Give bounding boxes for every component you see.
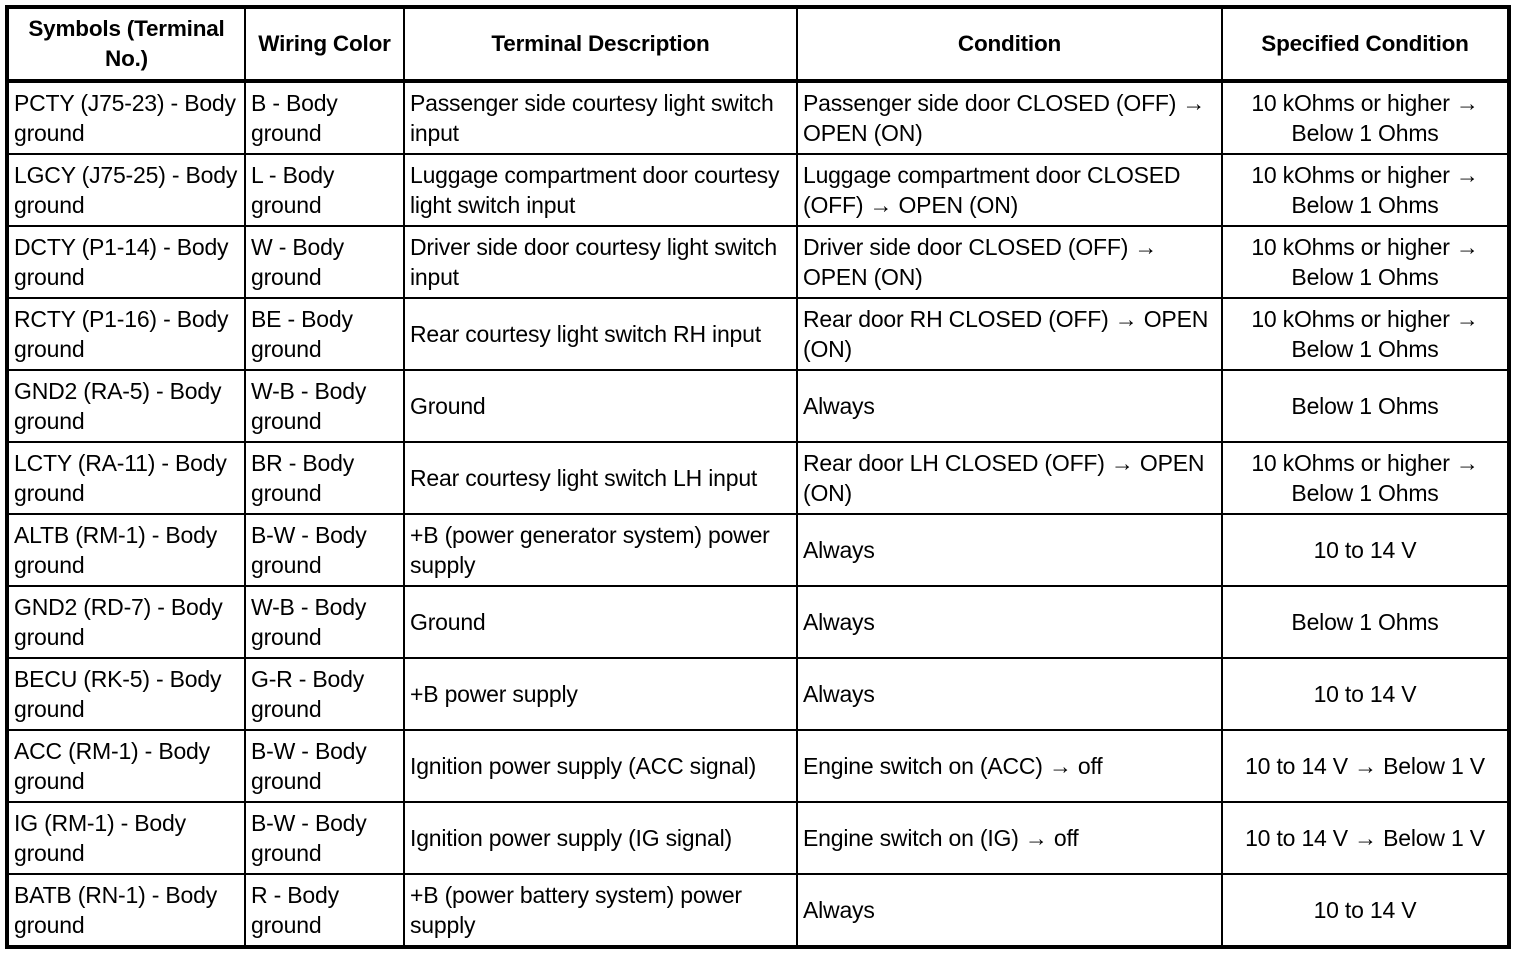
cell-condition: Rear door RH CLOSED (OFF) → OPEN (ON) xyxy=(797,298,1222,370)
cell-specified-condition: 10 to 14 V → Below 1 V xyxy=(1222,730,1509,802)
cell-terminal-description: Ground xyxy=(404,586,797,658)
cell-specified-condition: Below 1 Ohms xyxy=(1222,370,1509,442)
cell-condition: Luggage compartment door CLOSED (OFF) → OPEN (ON) xyxy=(797,154,1222,226)
table-row xyxy=(7,586,1509,658)
terminal-inspection-table xyxy=(5,5,1511,949)
cell-wiring-color: W-B - Body ground xyxy=(245,370,404,442)
cell-terminal-description: +B (power battery system) power supply xyxy=(404,874,797,947)
cell-symbol: BATB (RN-1) - Body ground xyxy=(7,874,245,947)
cell-condition: Engine switch on (ACC) → off xyxy=(797,730,1222,802)
table-row xyxy=(7,802,1509,874)
cell-specified-condition: 10 kOhms or higher → Below 1 Ohms xyxy=(1222,154,1509,226)
cell-specified-condition: 10 to 14 V xyxy=(1222,874,1509,947)
cell-condition: Always xyxy=(797,658,1222,730)
cell-condition: Driver side door CLOSED (OFF) → OPEN (ON) xyxy=(797,226,1222,298)
cell-symbol: BECU (RK-5) - Body ground xyxy=(7,658,245,730)
cell-wiring-color: BR - Body ground xyxy=(245,442,404,514)
cell-condition: Always xyxy=(797,586,1222,658)
cell-terminal-description: Ignition power supply (ACC signal) xyxy=(404,730,797,802)
header-symbols: Symbols (Terminal No.) xyxy=(7,7,245,81)
cell-symbol: PCTY (J75-23) - Body ground xyxy=(7,81,245,154)
cell-wiring-color: BE - Body ground xyxy=(245,298,404,370)
header-row xyxy=(7,7,1509,81)
header-condition: Condition xyxy=(797,7,1222,81)
cell-terminal-description: +B (power generator system) power supply xyxy=(404,514,797,586)
cell-wiring-color: B-W - Body ground xyxy=(245,730,404,802)
cell-symbol: IG (RM-1) - Body ground xyxy=(7,802,245,874)
cell-condition: Rear door LH CLOSED (OFF) → OPEN (ON) xyxy=(797,442,1222,514)
cell-wiring-color: B - Body ground xyxy=(245,81,404,154)
table-row xyxy=(7,442,1509,514)
cell-condition: Always xyxy=(797,514,1222,586)
cell-terminal-description: Luggage compartment door courtesy light switch input xyxy=(404,154,797,226)
cell-terminal-description: Driver side door courtesy light switch input xyxy=(404,226,797,298)
cell-specified-condition: Below 1 Ohms xyxy=(1222,586,1509,658)
table-body xyxy=(7,81,1509,947)
table-row xyxy=(7,874,1509,947)
cell-terminal-description: +B power supply xyxy=(404,658,797,730)
table-row xyxy=(7,730,1509,802)
cell-wiring-color: L - Body ground xyxy=(245,154,404,226)
cell-symbol: GND2 (RD-7) - Body ground xyxy=(7,586,245,658)
cell-terminal-description: Ignition power supply (IG signal) xyxy=(404,802,797,874)
cell-symbol: GND2 (RA-5) - Body ground xyxy=(7,370,245,442)
table-row xyxy=(7,514,1509,586)
cell-specified-condition: 10 kOhms or higher → Below 1 Ohms xyxy=(1222,81,1509,154)
cell-condition: Always xyxy=(797,370,1222,442)
cell-symbol: DCTY (P1-14) - Body ground xyxy=(7,226,245,298)
cell-specified-condition: 10 kOhms or higher → Below 1 Ohms xyxy=(1222,442,1509,514)
cell-specified-condition: 10 to 14 V xyxy=(1222,514,1509,586)
cell-wiring-color: W-B - Body ground xyxy=(245,586,404,658)
table-row xyxy=(7,298,1509,370)
table-row xyxy=(7,154,1509,226)
cell-wiring-color: B-W - Body ground xyxy=(245,514,404,586)
cell-terminal-description: Ground xyxy=(404,370,797,442)
cell-wiring-color: B-W - Body ground xyxy=(245,802,404,874)
cell-terminal-description: Rear courtesy light switch RH input xyxy=(404,298,797,370)
cell-specified-condition: 10 to 14 V xyxy=(1222,658,1509,730)
cell-condition: Passenger side door CLOSED (OFF) → OPEN (ON) xyxy=(797,81,1222,154)
cell-wiring-color: W - Body ground xyxy=(245,226,404,298)
cell-terminal-description: Passenger side courtesy light switch input xyxy=(404,81,797,154)
cell-terminal-description: Rear courtesy light switch LH input xyxy=(404,442,797,514)
header-wiring-color: Wiring Color xyxy=(245,7,404,81)
table-row xyxy=(7,226,1509,298)
table-row xyxy=(7,658,1509,730)
cell-specified-condition: 10 to 14 V → Below 1 V xyxy=(1222,802,1509,874)
cell-condition: Engine switch on (IG) → off xyxy=(797,802,1222,874)
cell-specified-condition: 10 kOhms or higher → Below 1 Ohms xyxy=(1222,298,1509,370)
cell-symbol: LGCY (J75-25) - Body ground xyxy=(7,154,245,226)
cell-symbol: ALTB (RM-1) - Body ground xyxy=(7,514,245,586)
cell-symbol: LCTY (RA-11) - Body ground xyxy=(7,442,245,514)
header-specified-condition: Specified Condition xyxy=(1222,7,1509,81)
cell-specified-condition: 10 kOhms or higher → Below 1 Ohms xyxy=(1222,226,1509,298)
cell-symbol: RCTY (P1-16) - Body ground xyxy=(7,298,245,370)
table-row xyxy=(7,81,1509,154)
cell-symbol: ACC (RM-1) - Body ground xyxy=(7,730,245,802)
cell-condition: Always xyxy=(797,874,1222,947)
table-header xyxy=(7,7,1509,81)
cell-wiring-color: G-R - Body ground xyxy=(245,658,404,730)
cell-wiring-color: R - Body ground xyxy=(245,874,404,947)
header-terminal-description: Terminal Description xyxy=(404,7,797,81)
table-row xyxy=(7,370,1509,442)
